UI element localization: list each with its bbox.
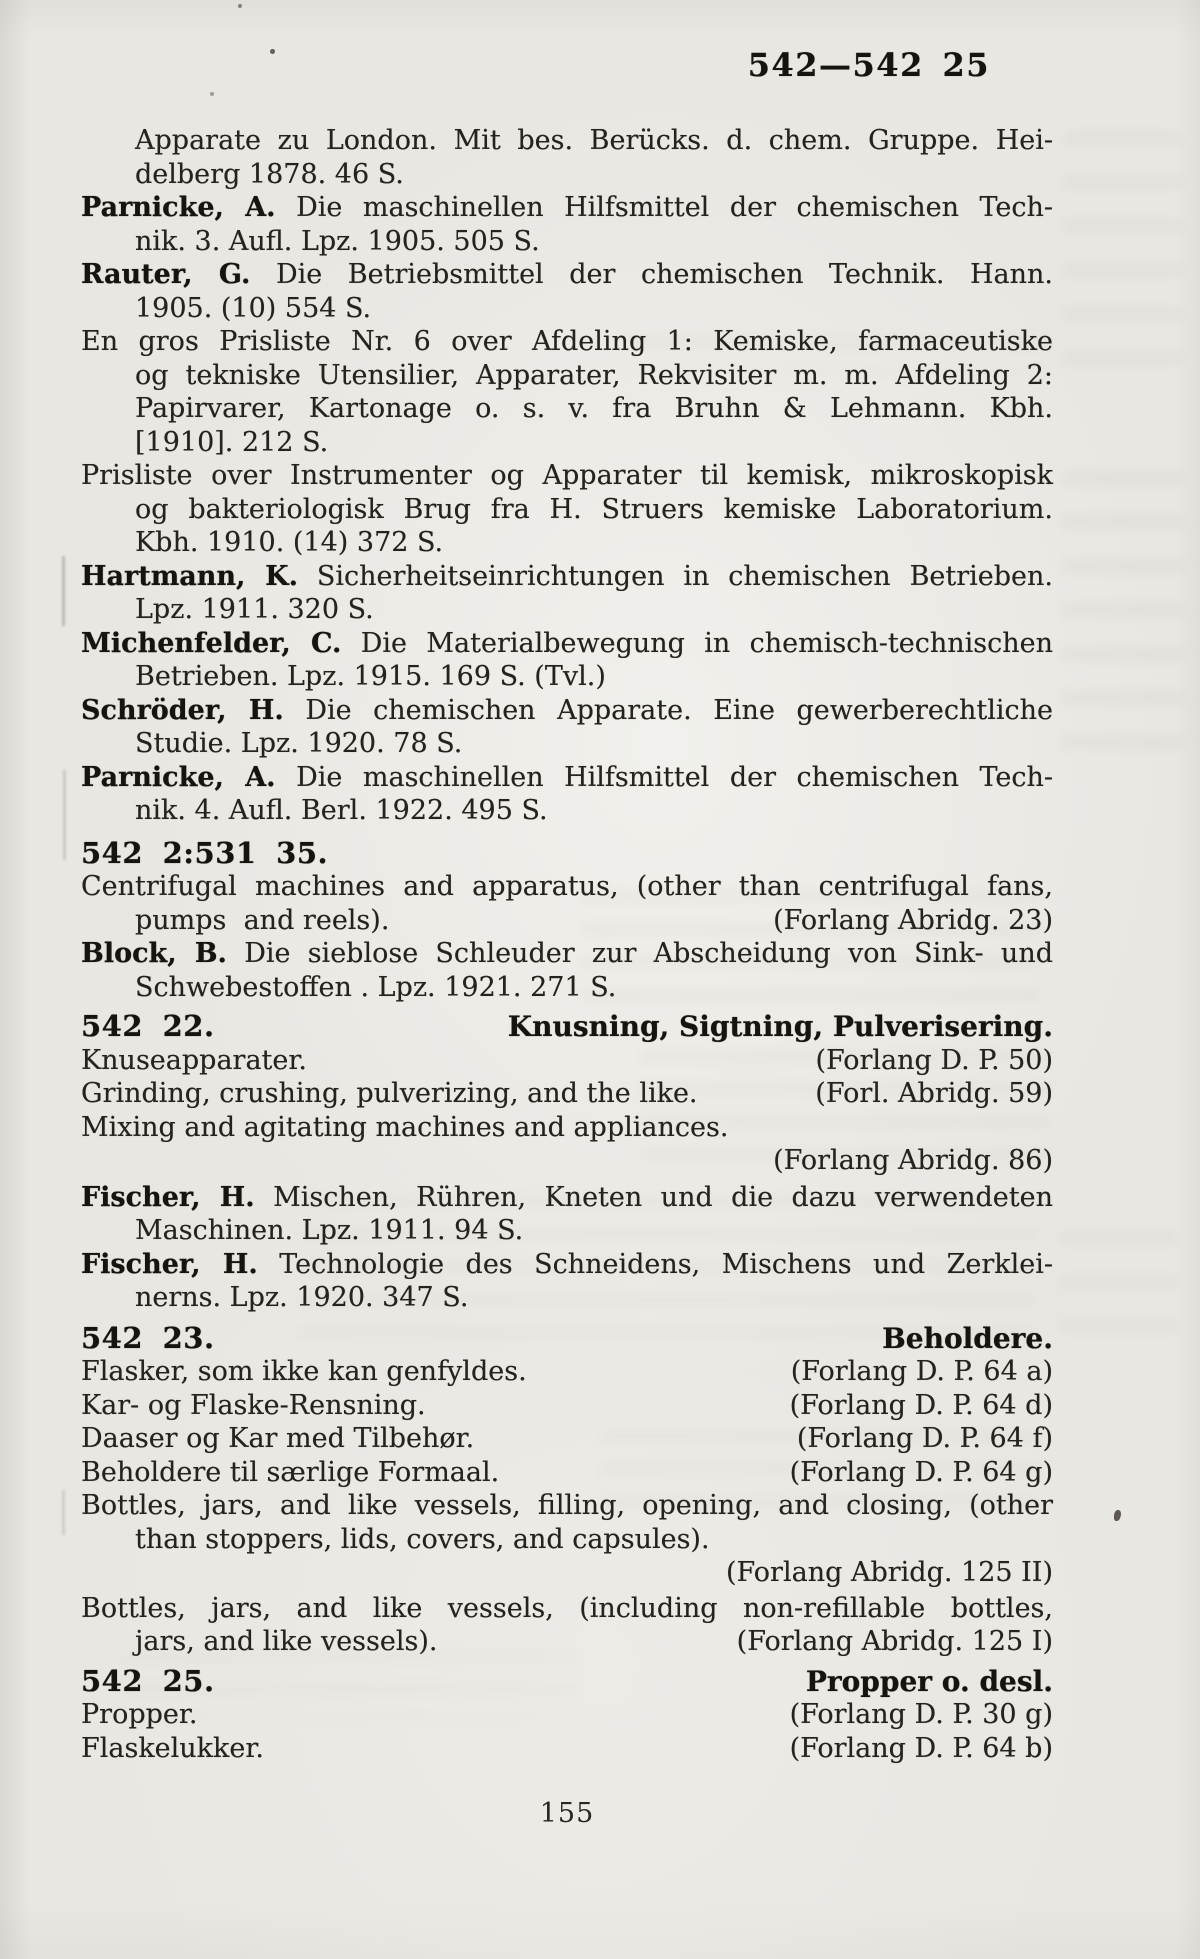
text-line: Michenfelder, C. Die Materialbewegung in chemisch-technischen <box>81 627 1053 659</box>
text-line: Kbh. 1910. (14) 372 S. <box>135 527 444 558</box>
text-line: Lpz. 1911. 320 S. <box>135 594 374 625</box>
bleedthrough-smudge <box>1060 470 1185 770</box>
text-line: nik. 4. Aufl. Berl. 1922. 495 S. <box>135 795 548 826</box>
ink-speck <box>1114 1510 1121 1521</box>
ink-speck <box>238 4 242 8</box>
text-line: Prisliste over Instrumenter og Apparater til kemisk, mikroskopisk <box>81 460 1053 491</box>
text-line: nerns. Lpz. 1920. 347 S. <box>135 1282 469 1313</box>
text-line: Schwebestoffen . Lpz. 1921. 271 S. <box>135 971 617 1003</box>
text-line: og tekniske Utensilier, Apparater, Rekvisiter m. m. Afdeling 2: <box>135 359 1053 391</box>
text-line: Bottles, jars, and like vessels, (including non-refillable bottles, <box>81 1592 1053 1624</box>
text-line: (Forlang Abridg. 125 II) <box>726 1557 1053 1588</box>
text-line: Parnicke, A. Die maschinellen Hilfsmittel der chemischen Tech- <box>81 192 1053 223</box>
text-line: Knuseapparater. (Forlang D. P. 50) <box>81 1044 1053 1076</box>
scan-streak <box>62 556 65 626</box>
scan-streak <box>63 770 66 860</box>
text-line: Fischer, H. Technologie des Schneidens, Mischens und Zerklei- <box>81 1248 1053 1280</box>
text-line: Centrifugal machines and apparatus, (other than centrifugal fans, <box>81 871 1053 902</box>
section-heading-line: 542 23. Beholdere. <box>81 1320 1053 1355</box>
scan-streak <box>62 1490 65 1535</box>
text-line: Betrieben. Lpz. 1915. 169 S. (Tvl.) <box>135 661 606 692</box>
text-line: Rauter, G. Die Betriebsmittel der chemischen Technik. Hann. <box>81 259 1053 290</box>
section-heading-line: 542 2:531 35. <box>81 835 329 870</box>
text-line: 1905. (10) 554 S. <box>135 292 372 324</box>
text-line: Block, B. Die sieblose Schleuder zur Abscheidung von Sink- und <box>81 938 1053 969</box>
ink-speck <box>210 92 214 96</box>
text-line: Propper. (Forlang D. P. 30 g) <box>81 1699 1053 1730</box>
text-line: Maschinen. Lpz. 1911. 94 S. <box>135 1215 524 1246</box>
text-line: Beholdere til særlige Formaal. (Forlang D. P. 64 g) <box>81 1456 1053 1488</box>
text-block <box>81 124 1053 1765</box>
text-line: [1910]. 212 S. <box>135 426 329 458</box>
bleedthrough-smudge <box>1062 130 1182 390</box>
text-line: Papirvarer, Kartonage o. s. v. fra Bruhn & Lehmann. Kbh. <box>135 393 1053 424</box>
text-line: Kar- og Flaske-Rensning. (Forlang D. P. 64 d) <box>81 1389 1053 1421</box>
page-header-number: 542—542 25 <box>747 46 990 84</box>
text-line: jars, and like vessels). (Forlang Abridg. 125 I) <box>135 1626 1053 1657</box>
text-line: nik. 3. Aufl. Lpz. 1905. 505 S. <box>135 225 540 257</box>
text-line: Schröder, H. Die chemischen Apparate. Eine gewerberechtliche <box>81 694 1053 726</box>
text-line: og bakteriologisk Brug fra H. Struers kemiske Laboratorium. <box>135 493 1053 525</box>
bleedthrough-smudge <box>1058 1230 1178 1350</box>
text-line: Flasker, som ikke kan genfyldes. (Forlang D. P. 64 a) <box>81 1356 1053 1387</box>
text-line: Fischer, H. Mischen, Rühren, Kneten und die dazu verwendeten <box>81 1181 1053 1213</box>
page-number: 155 <box>539 1798 595 1829</box>
text-line: pumps and reels). (Forlang Abridg. 23) <box>135 904 1053 936</box>
text-line: Grinding, crushing, pulverizing, and the like. (Forl. Abridg. 59) <box>81 1078 1053 1109</box>
text-line: Daaser og Kar med Tilbehør. (Forlang D. P. 64 f) <box>81 1423 1053 1454</box>
text-line: delberg 1878. 46 S. <box>135 158 404 190</box>
text-line: (Forlang Abridg. 86) <box>773 1145 1053 1176</box>
text-line: Hartmann, K. Sicherheitseinrichtungen in chemischen Betrieben. <box>81 560 1053 592</box>
text-line: En gros Prisliste Nr. 6 over Afdeling 1: Kemiske, farmaceutiske <box>81 326 1053 357</box>
text-line: than stoppers, lids, covers, and capsules). <box>135 1523 710 1555</box>
section-heading-line: 542 22. Knusning, Sigtning, Pulverisering. <box>81 1009 1053 1043</box>
text-line: Flaskelukker. (Forlang D. P. 64 b) <box>81 1732 1053 1764</box>
text-line: Mixing and agitating machines and appliances. <box>81 1111 729 1143</box>
text-line: Bottles, jars, and like vessels, filling, opening, and closing, (other <box>81 1490 1053 1521</box>
section-heading-line: 542 25. Propper o. desl. <box>81 1663 1053 1698</box>
text-line: Apparate zu London. Mit bes. Berücks. d. chem. Gruppe. Hei- <box>135 125 1053 156</box>
text-line: Studie. Lpz. 1920. 78 S. <box>135 728 463 759</box>
text-line: Parnicke, A. Die maschinellen Hilfsmittel der chemischen Tech- <box>81 761 1053 793</box>
